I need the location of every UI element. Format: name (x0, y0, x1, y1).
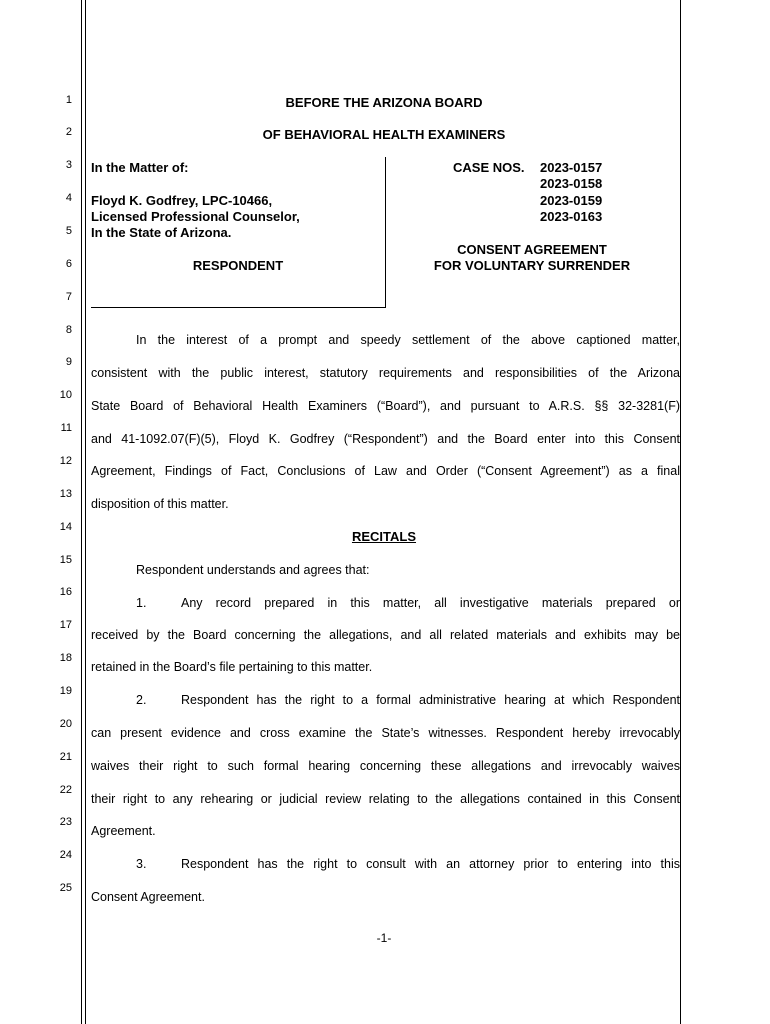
matter-label: In the Matter of: (91, 160, 189, 175)
line-number: 11 (60, 422, 72, 434)
recital-first-line (91, 595, 680, 611)
paragraph-line: Agreement. (91, 824, 156, 838)
line-number: 8 (65, 324, 72, 336)
respondent-label: RESPONDENT (192, 258, 284, 273)
paragraph-line: disposition of this matter. (91, 497, 229, 511)
paragraph-line: their right to any rehearing or judicial review relating to the allegations contained in this Consent (91, 792, 680, 806)
recitals-intro: Respondent understands and agrees that: (136, 563, 370, 577)
line-number: 24 (59, 849, 72, 861)
paragraph-line: Agreement, Findings of Fact, Conclusions of Law and Order (“Consent Agreement”) as a final (91, 464, 680, 478)
recital-text: Respondent has the right to consult with an attorney prior to entering into this (181, 857, 680, 871)
line-number: 5 (65, 225, 72, 237)
respondent-state: In the State of Arizona. (91, 225, 232, 240)
case-number: 2023-0157 (540, 160, 603, 175)
paragraph-line: Consent Agreement. (91, 890, 205, 904)
case-number: 2023-0163 (540, 209, 603, 224)
left-margin-rule-outer (81, 0, 82, 1024)
line-number: 18 (59, 652, 72, 664)
recital-text: Respondent has the right to a formal administrative hearing at which Respondent (181, 693, 680, 707)
recital-number: 1. (136, 596, 147, 610)
board-heading-line2: OF BEHAVIORAL HEALTH EXAMINERS (262, 127, 506, 142)
paragraph-line: and 41-1092.07(F)(5), Floyd K. Godfrey (“Respondent”) and the Board enter into this Consent (91, 432, 680, 446)
recitals-heading: RECITALS (351, 529, 417, 544)
recital-first-line (91, 856, 680, 872)
line-number: 15 (59, 554, 72, 566)
line-number: 22 (59, 784, 72, 796)
page-number: -1- (376, 931, 392, 945)
left-margin-rule-inner (85, 0, 86, 1024)
paragraph-line: State Board of Behavioral Health Examiners (“Board”), and pursuant to A.R.S. §§ 32-3281(F) (91, 399, 680, 413)
recital-text: Any record prepared in this matter, all investigative materials prepared or (181, 596, 680, 610)
line-number: 25 (59, 882, 72, 894)
line-number: 6 (65, 258, 72, 270)
paragraph-line: waives their right to such formal hearing concerning these allegations and irrevocably waives (91, 759, 680, 773)
line-number: 21 (59, 751, 72, 763)
document-title-line2: FOR VOLUNTARY SURRENDER (433, 258, 631, 273)
caption-vertical-divider (385, 157, 386, 308)
paragraph-line: retained in the Board’s file pertaining to this matter. (91, 660, 373, 674)
line-number: 2 (65, 126, 72, 138)
paragraph-line: In the interest of a prompt and speedy settlement of the above captioned matter, (136, 333, 680, 347)
line-number: 7 (65, 291, 72, 303)
board-heading-line1: BEFORE THE ARIZONA BOARD (285, 95, 483, 110)
recital-number: 3. (136, 857, 147, 871)
line-number: 4 (65, 192, 72, 204)
line-number: 9 (65, 356, 72, 368)
line-number: 20 (59, 718, 72, 730)
caption-bottom-divider (91, 307, 386, 308)
line-number: 1 (65, 94, 72, 106)
recital-first-line (91, 692, 680, 708)
right-margin-rule (680, 0, 681, 1024)
recital-number: 2. (136, 693, 147, 707)
line-number: 12 (59, 455, 72, 467)
line-number: 16 (59, 586, 72, 598)
line-number: 17 (59, 619, 72, 631)
document-title-line1: CONSENT AGREEMENT (457, 242, 607, 257)
line-number: 10 (59, 389, 72, 401)
paragraph-line: received by the Board concerning the allegations, and all related materials and exhibits may be (91, 628, 680, 642)
case-number: 2023-0158 (540, 176, 603, 191)
paragraph-line: can present evidence and cross examine the State’s witnesses. Respondent hereby irrevocably (91, 726, 680, 740)
line-number: 14 (59, 521, 72, 533)
respondent-name: Floyd K. Godfrey, LPC-10466, (91, 193, 273, 208)
line-number: 3 (65, 159, 72, 171)
respondent-license: Licensed Professional Counselor, (91, 209, 300, 224)
line-number: 23 (59, 816, 72, 828)
case-number: 2023-0159 (540, 193, 603, 208)
line-number: 19 (59, 685, 72, 697)
line-number: 13 (59, 488, 72, 500)
case-label: CASE NOS. (453, 160, 525, 175)
paragraph-line: consistent with the public interest, statutory requirements and responsibilities of the Arizona (91, 366, 680, 380)
